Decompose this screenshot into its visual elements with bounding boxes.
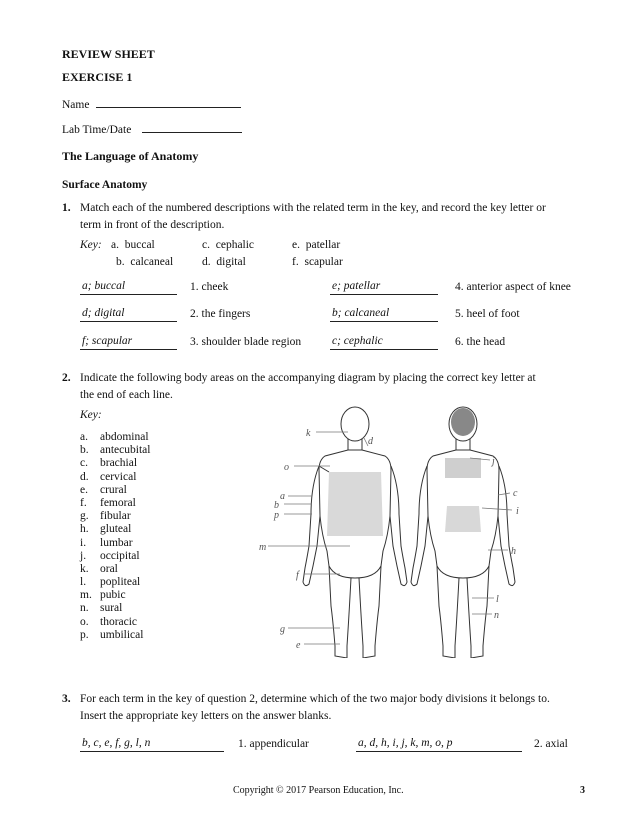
q2-key-item [80, 444, 150, 457]
diagram-label-n: n [494, 610, 499, 621]
diagram-label-l: l [496, 594, 499, 605]
q1-prompt-line1: Match each of the numbered descriptions with the related term in the key, and record the key letter or [80, 202, 546, 214]
copyright: Copyright © 2017 Pearson Education, Inc. [233, 785, 404, 796]
q2-key-item [80, 563, 150, 576]
name-row [62, 94, 241, 111]
key-letter: a. [111, 239, 119, 251]
key-term: gluteal [100, 523, 132, 536]
section-title: The Language of Anatomy [62, 149, 199, 163]
q1-desc-5: 5. heel of foot [455, 308, 520, 320]
key-letter: b. [80, 444, 89, 457]
key-letter: i. [80, 536, 87, 549]
labtime-field[interactable] [142, 119, 242, 133]
exercise-title: EXERCISE 1 [62, 70, 133, 84]
key-term: umbilical [100, 628, 144, 641]
q2-key-item [80, 602, 150, 615]
q2-key-item [80, 497, 150, 510]
key-term: sural [100, 602, 123, 615]
q3-answer-appendicular[interactable]: b, c, e, f, g, l, n [80, 736, 224, 752]
q1-answer-2[interactable]: d; digital [80, 306, 177, 322]
q1-answer-1[interactable]: a; buccal [80, 279, 177, 295]
q2-key-item [80, 537, 150, 550]
key-letter: f. [292, 256, 299, 268]
q2-key-item [80, 523, 150, 536]
key-term: occipital [100, 549, 140, 562]
key-term: lumbar [100, 536, 133, 549]
q1-key-label: Key: [80, 239, 102, 251]
front-body-figure [303, 407, 407, 658]
q1-desc-6: 6. the head [455, 336, 506, 348]
q2-key-list [80, 431, 150, 642]
q3-desc-axial: 2. axial [534, 738, 568, 750]
key-letter: n. [80, 602, 89, 615]
q3-answer-axial[interactable]: a, d, h, i, j, k, m, o, p [356, 736, 522, 752]
q1-answer-3[interactable]: f; scapular [80, 334, 177, 350]
diagram-label-g: g [280, 624, 285, 635]
q2-key-item [80, 457, 150, 470]
q1-number: 1. [62, 202, 71, 214]
diagram-label-a: a [280, 491, 285, 502]
subsection-title: Surface Anatomy [62, 179, 148, 191]
key-letter: a. [80, 431, 88, 443]
key-letter: l. [80, 576, 87, 589]
q2-prompt-line2: the end of each line. [80, 389, 173, 401]
q2-key-item [80, 589, 150, 602]
q2-key-item [80, 576, 150, 589]
back-leader-lines [470, 458, 512, 614]
key-term: patellar [305, 239, 341, 251]
key-term: antecubital [100, 444, 151, 457]
key-letter: p. [80, 628, 89, 641]
labtime-row [62, 119, 242, 136]
q3-number: 3. [62, 693, 71, 705]
q2-key-item [80, 431, 150, 444]
q1-answer-6[interactable]: c; cephalic [330, 334, 438, 350]
diagram-label-d: d [368, 436, 373, 447]
key-term: calcaneal [130, 256, 174, 268]
key-letter: g. [80, 510, 89, 523]
key-letter: d. [80, 470, 89, 483]
key-letter: f. [80, 496, 87, 509]
q1-prompt-line2: term in front of the description. [80, 219, 225, 231]
diagram-label-f: f [296, 570, 299, 581]
q1-desc-2: 2. the fingers [190, 308, 251, 320]
q2-key-item [80, 471, 150, 484]
q1-key-f [292, 256, 343, 268]
key-letter: h. [80, 523, 89, 536]
q3-desc-appendicular: 1. appendicular [238, 738, 309, 750]
key-letter: d. [202, 256, 211, 268]
key-letter: o. [80, 615, 89, 628]
key-term: oral [100, 562, 118, 575]
key-letter: m. [80, 589, 92, 602]
q1-desc-4: 4. anterior aspect of knee [455, 281, 571, 293]
sheet-title: REVIEW SHEET [62, 47, 155, 61]
body-diagram [258, 398, 530, 658]
key-term: buccal [124, 239, 155, 251]
key-letter: j. [80, 549, 87, 562]
back-body-figure [411, 407, 515, 658]
name-label: Name [62, 99, 90, 111]
labtime-label: Lab Time/Date [62, 124, 132, 136]
key-term: brachial [100, 457, 138, 470]
q1-key-c [202, 239, 254, 251]
q3-prompt-line2: Insert the appropriate key letters on the answer blanks. [80, 710, 332, 722]
q2-key-item [80, 510, 150, 523]
key-letter: e. [292, 239, 300, 251]
key-term: fibular [100, 510, 131, 523]
key-term: cephalic [215, 239, 255, 251]
q1-answer-4[interactable]: e; patellar [330, 279, 438, 295]
q2-number: 2. [62, 372, 71, 384]
q1-desc-3: 3. shoulder blade region [190, 336, 302, 348]
key-letter: e. [80, 483, 88, 496]
q1-answer-5[interactable]: b; calcaneal [330, 306, 438, 322]
diagram-label-i: i [516, 506, 519, 517]
diagram-label-m: m [259, 542, 267, 553]
q2-key-label: Key: [80, 409, 102, 421]
q1-key-a [111, 239, 155, 251]
q2-key-item [80, 550, 150, 563]
key-term: crural [100, 483, 127, 496]
key-term: digital [216, 256, 246, 268]
key-term: popliteal [100, 576, 141, 589]
q1-key-d [202, 256, 246, 268]
key-term: pubic [100, 589, 126, 602]
diagram-label-h: h [511, 546, 516, 557]
q2-key-item [80, 616, 150, 629]
diagram-label-o: o [284, 462, 289, 473]
diagram-label-b: b [274, 500, 279, 511]
key-term: scapular [304, 256, 343, 268]
key-letter: c. [80, 457, 88, 470]
q1-key-e [292, 239, 340, 251]
key-term: abdominal [100, 431, 149, 443]
q1-desc-1: 1. cheek [190, 281, 229, 293]
q2-key-item [80, 629, 150, 642]
key-letter: k. [80, 562, 89, 575]
diagram-label-p: p [274, 510, 279, 521]
q2-key-item [80, 484, 150, 497]
page-number: 3 [580, 785, 585, 796]
diagram-label-c: c [513, 488, 518, 499]
key-term: femoral [100, 496, 136, 509]
q3-prompt-line1: For each term in the key of question 2, determine which of the two major body divisions it belongs to. [80, 693, 550, 705]
key-term: cervical [100, 470, 137, 483]
key-letter: c. [202, 239, 210, 251]
name-field[interactable] [96, 94, 241, 108]
key-letter: b. [116, 256, 125, 268]
key-term: thoracic [100, 615, 138, 628]
diagram-label-e: e [296, 640, 301, 651]
q1-key-b [116, 256, 173, 268]
diagram-label-j: j [492, 456, 495, 467]
diagram-label-k: k [306, 428, 311, 439]
q2-prompt-line1: Indicate the following body areas on the accompanying diagram by placing the correct key letter at [80, 372, 536, 384]
